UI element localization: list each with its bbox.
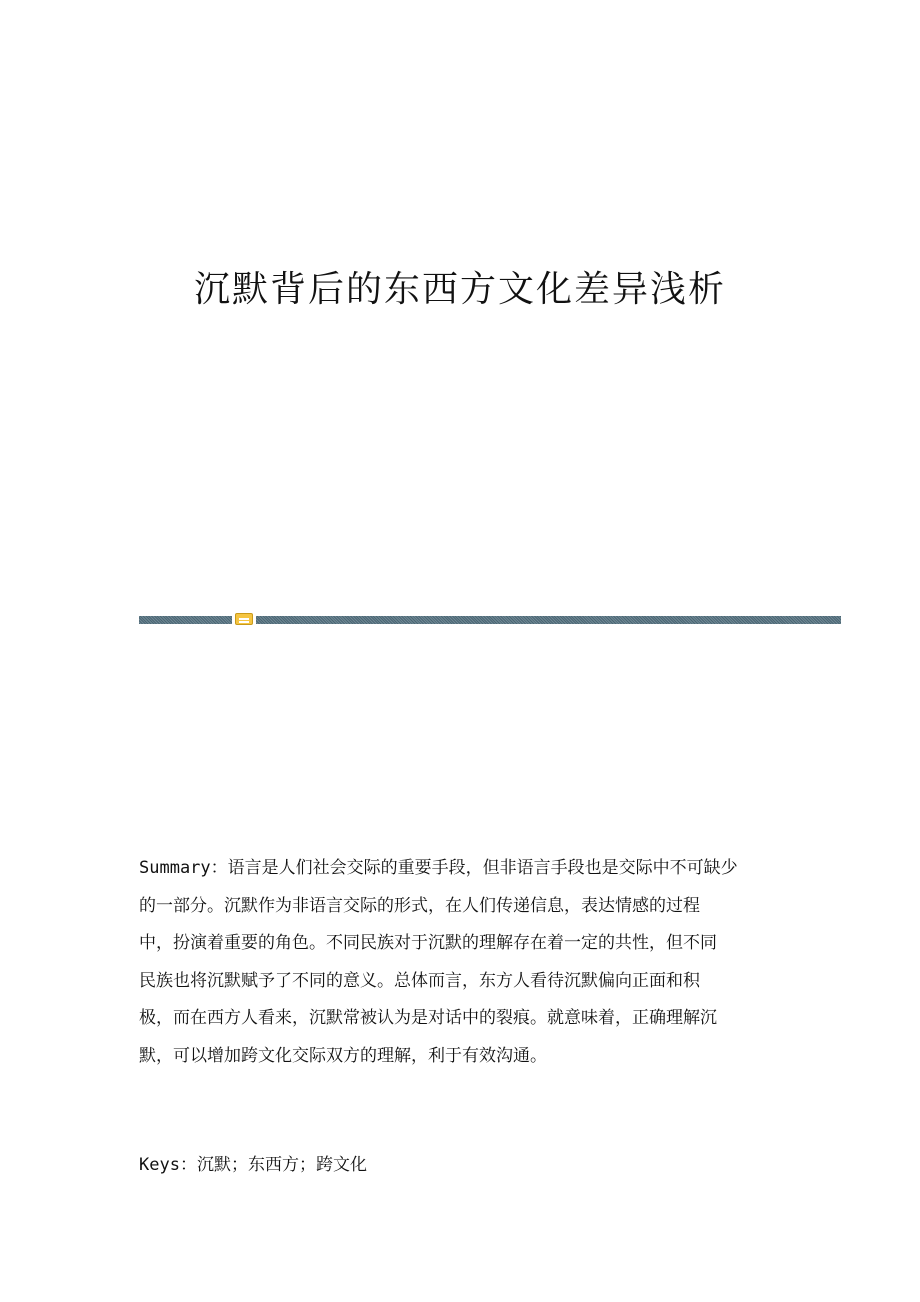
summary-line: 默，可以增加跨文化交际双方的理解，利于有效沟通。 [139,1045,547,1066]
document-title: 沉默背后的东西方文化差异浅析 [193,269,726,310]
divider-emblem-icon [235,613,253,625]
divider-bar-left [139,616,232,624]
divider-bar-right [256,616,841,624]
keywords-line: Keys：沉默；东西方；跨文化 [139,1155,367,1175]
summary-paragraph [139,850,799,1076]
summary-line: 中，扮演着重要的角色。不同民族对于沉默的理解存在着一定的共性，但不同 [139,933,717,954]
summary-line: Summary：语言是人们社会交际的重要手段，但非语言手段也是交际中不可缺少 [139,858,738,878]
summary-line: 的一部分。沉默作为非语言交际的形式，在人们传递信息，表达情感的过程 [139,895,700,916]
summary-line: 极，而在西方人看来，沉默常被认为是对话中的裂痕。就意味着，正确理解沉 [139,1008,717,1029]
decorative-divider [139,612,841,626]
summary-line: 民族也将沉默赋予了不同的意义。总体而言，东方人看待沉默偏向正面和积 [139,970,700,991]
